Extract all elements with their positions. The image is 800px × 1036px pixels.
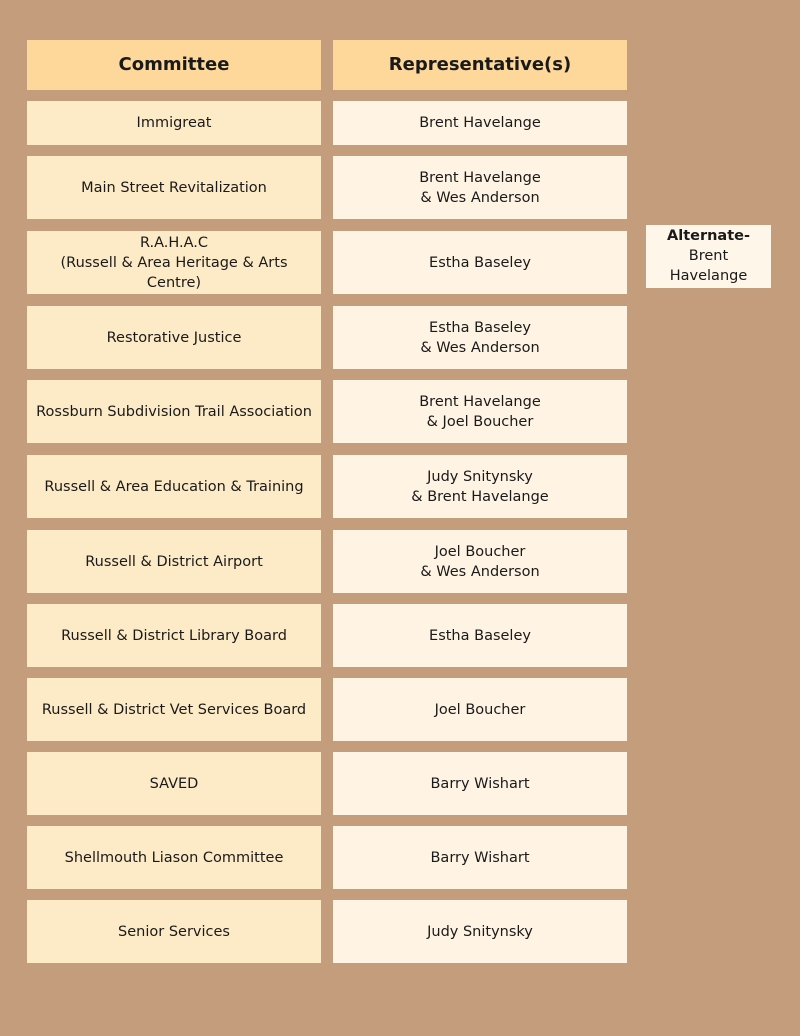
committee-cell [27,306,321,369]
representative-cell-line: Joel Boucher [434,701,526,718]
committee-cell [27,530,321,593]
representative-cell-line: Estha Baseley [429,254,531,271]
representative-cell-line: & Wes Anderson [420,339,540,356]
representative-cell [333,752,627,815]
representative-cell-line: Brent Havelange [419,115,541,131]
representatives-header: Representative(s) [333,40,627,90]
committee-cell [27,231,321,294]
committee-cell [27,900,321,963]
committee-cell-line: Rossburn Subdivision Trail Association [36,403,312,420]
committee-cell-line: Russell & District Airport [85,553,263,570]
representative-cell [333,530,627,593]
committee-cell [27,604,321,667]
representative-cell-line: Brent Havelange [419,393,541,410]
representative-cell-line: Estha Baseley [429,319,531,336]
committee-cell [27,156,321,219]
alternate-name-line-1: Brent [688,248,729,264]
representative-cell-line: & Brent Havelange [411,488,549,505]
representative-cell [333,101,627,145]
committee-cell-line: Restorative Justice [106,329,242,346]
committee-cell-line: Senior Services [118,923,230,940]
representative-cell [333,900,627,963]
committee-cell-line: Immigreat [136,115,212,131]
representative-cell-line: & Wes Anderson [420,189,540,206]
committee-cell-line: Russell & District Vet Services Board [41,701,307,718]
committee-cell-line: Main Street Revitalization [81,179,267,196]
representative-cell-line: & Joel Boucher [426,413,534,430]
representative-cell-line: & Wes Anderson [420,563,540,580]
alternate-note [646,225,771,288]
committee-cell [27,101,321,145]
representative-cell [333,455,627,518]
representative-cell [333,826,627,889]
committee-cell-line: Shellmouth Liason Committee [64,849,284,866]
representative-cell-line: Barry Wishart [430,775,530,792]
representative-cell [333,604,627,667]
committee-cell-line: R.A.H.A.C [139,234,209,251]
committee-cell-line: SAVED [149,775,199,792]
representative-cell-line: Judy Snitynsky [427,468,533,485]
representative-cell-line: Joel Boucher [434,543,526,560]
committee-cell-line: Russell & District Library Board [61,627,287,644]
committee-cell-line: (Russell & Area Heritage & Arts Centre) [60,254,288,291]
committee-cell-line: Russell & Area Education & Training [44,478,304,495]
representative-cell-line: Barry Wishart [430,849,530,866]
alternate-label: Alternate- [667,228,750,244]
representative-cell [333,306,627,369]
representative-cell [333,678,627,741]
committee-cell [27,826,321,889]
representative-cell [333,231,627,294]
representative-cell-line: Brent Havelange [419,169,541,186]
committee-cell [27,678,321,741]
representative-cell-line: Judy Snitynsky [427,923,533,940]
representative-cell [333,380,627,443]
committee-cell [27,455,321,518]
committee-header: Committee [27,40,321,90]
representative-cell-line: Estha Baseley [429,627,531,644]
representative-cell [333,156,627,219]
alternate-name-line-2: Havelange [669,268,748,284]
committee-cell [27,752,321,815]
committee-cell [27,380,321,443]
